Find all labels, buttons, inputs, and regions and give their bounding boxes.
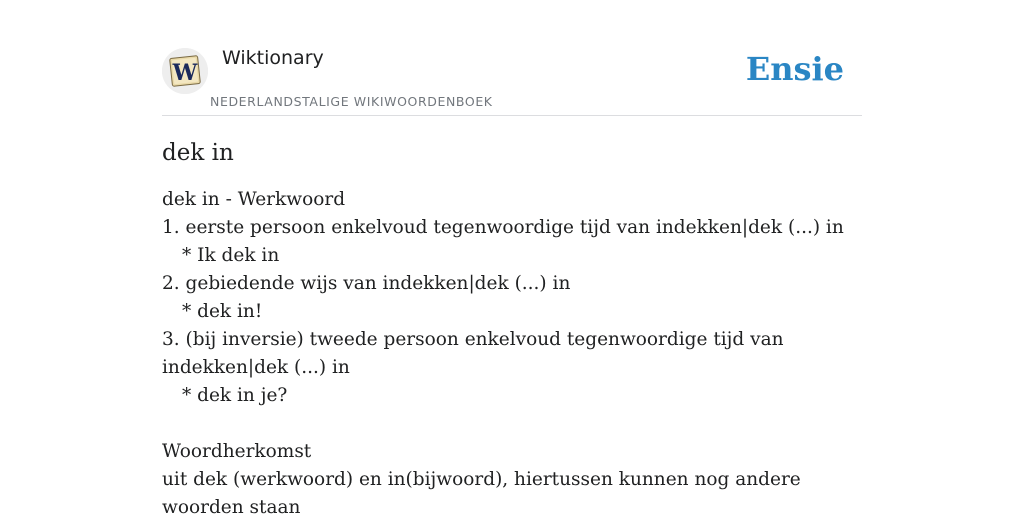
site-tagline: NEDERLANDSTALIGE WIKIWOORDENBOEK (210, 94, 493, 109)
site-header (162, 44, 862, 116)
example-2: * dek in! (182, 301, 263, 322)
svg-text:W: W (172, 60, 198, 86)
etymology-text: uit dek (werkwoord) en in(bijwoord), hiertussen kunnen nog andere woorden staan (162, 469, 801, 518)
definition-3: 3. (bij inversie) tweede persoon enkelvoud tegenwoordige tijd van indekken|dek (...) in (162, 329, 784, 378)
etymology-heading: Woordherkomst (162, 441, 312, 462)
example-3: * dek in je? (182, 385, 288, 406)
ensie-brand-link[interactable]: Ensie (745, 50, 844, 88)
site-name-link[interactable]: Wiktionary (222, 47, 324, 69)
definition-1: 1. eerste persoon enkelvoud tegenwoordige tijd van indekken|dek (...) in (162, 217, 844, 238)
example-1: * Ik dek in (182, 245, 280, 266)
page-title: dek in (162, 140, 234, 166)
section-gap (162, 410, 862, 438)
entry-content (162, 186, 862, 522)
page (162, 0, 862, 522)
wiktionary-logo-icon[interactable] (162, 48, 208, 94)
definition-2: 2. gebiedende wijs van indekken|dek (...) in (162, 273, 571, 294)
entry-heading: dek in - Werkwoord (162, 189, 346, 210)
